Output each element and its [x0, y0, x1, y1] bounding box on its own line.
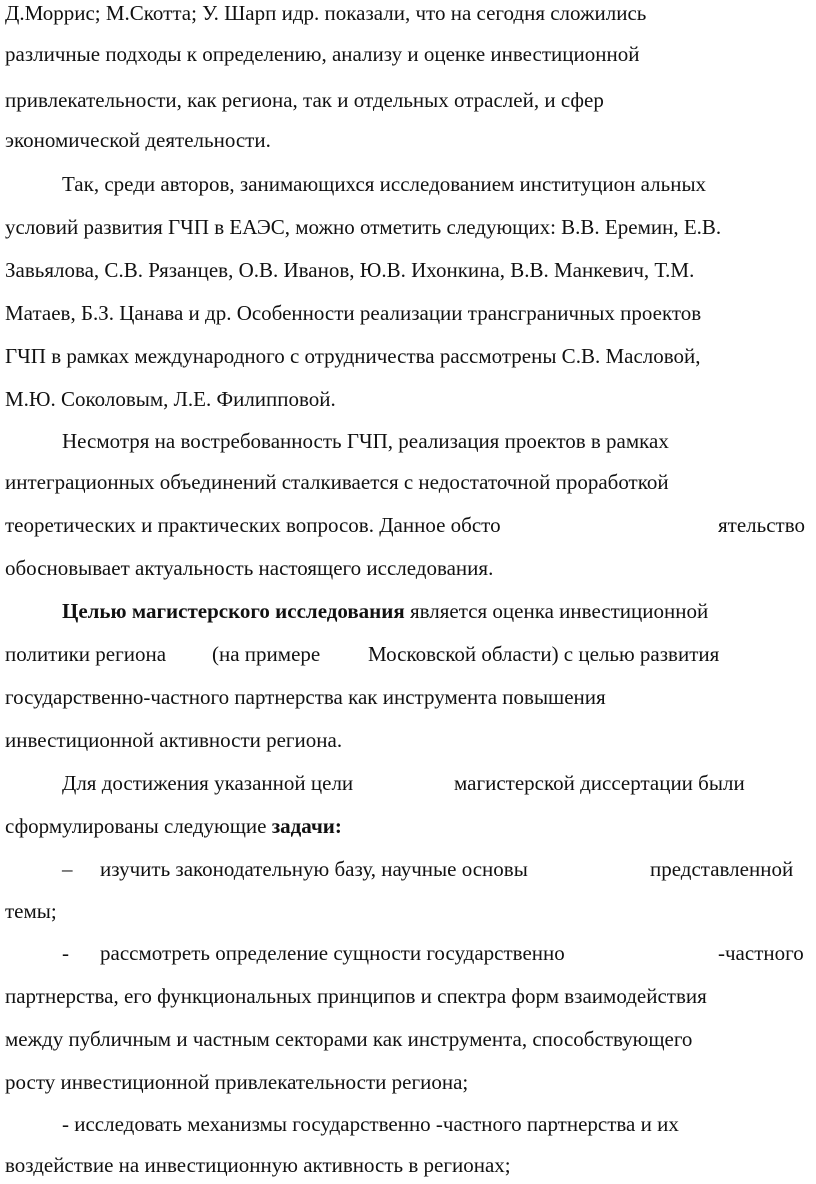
text-line: (на примере — [212, 642, 321, 666]
text-line: Матаев, Б.З. Цанава и др. Особенности реализации трансграничных проектов — [5, 301, 702, 325]
text-line: рассмотреть определение сущности государственно — [100, 941, 565, 965]
tasks-intro: сформулированы следующие — [5, 814, 272, 838]
text-line: Несмотря на востребованность ГЧП, реализация проектов в рамках — [62, 429, 669, 453]
text-line: ятельство — [718, 513, 805, 537]
text-line: обосновывает актуальность настоящего исследования. — [5, 556, 494, 580]
text-line: -частного — [718, 941, 804, 965]
text-line: Так, среди авторов, занимающихся исследованием институцион альных — [62, 172, 707, 196]
text-line: представленной — [650, 857, 794, 881]
text-line — [5, 813, 342, 839]
text-line: Для достижения указанной цели — [62, 771, 354, 795]
list-dash: – — [62, 857, 73, 881]
text-line: росту инвестиционной привлекательности региона; — [5, 1070, 469, 1094]
text-line: государственно-частного партнерства как инструмента повышения — [5, 685, 606, 709]
text-line: интеграционных объединений сталкивается с недостаточной проработкой — [5, 470, 669, 494]
text-line: изучить законодательную базу, научные основы — [100, 857, 528, 881]
text-line: различные подходы к определению, анализу и оценке инвестиционной — [5, 42, 640, 66]
tasks-label: задачи: — [271, 814, 342, 838]
text-line: между публичным и частным секторами как инструмента, способствующего — [5, 1027, 693, 1051]
text-line: привлекательности, как региона, так и отдельных отраслей, и сфер — [5, 88, 604, 112]
text-line: политики региона — [5, 642, 167, 666]
text-line: Завьялова, С.В. Рязанцев, О.В. Иванов, Ю.В. Ихонкина, В.В. Манкевич, Т.М. — [5, 258, 695, 282]
text-line: партнерства, его функциональных принципов и спектра форм взаимодействия — [5, 984, 707, 1008]
text-line: теоретических и практических вопросов. Данное обсто — [5, 513, 501, 537]
goal-text: является оценка инвестиционной — [404, 599, 709, 623]
text-line — [62, 598, 708, 624]
list-dash: - — [62, 941, 69, 965]
text-line: Московской области) с целью развития — [368, 642, 720, 666]
text-line: воздействие на инвестиционную активность в регионах; — [5, 1153, 511, 1177]
text-line: темы; — [5, 899, 57, 923]
text-line: условий развития ГЧП в ЕАЭС, можно отметить следующих: В.В. Еремин, Е.В. — [5, 215, 722, 239]
text-line: инвестиционной активности региона. — [5, 728, 343, 752]
text-line: Д.Моррис; М.Скотта; У. Шарп идр. показали, что на сегодня сложились — [5, 1, 647, 25]
goal-label: Целью магистерского исследования — [62, 599, 405, 623]
text-line: ГЧП в рамках международного с отрудничества рассмотрены С.В. Масловой, — [5, 344, 701, 368]
text-line: М.Ю. Соколовым, Л.Е. Филипповой. — [5, 387, 336, 411]
text-line: магистерской диссертации были — [454, 771, 745, 795]
text-line: экономической деятельности. — [5, 128, 271, 152]
text-line: - исследовать механизмы государственно -частного партнерства и их — [62, 1112, 679, 1136]
